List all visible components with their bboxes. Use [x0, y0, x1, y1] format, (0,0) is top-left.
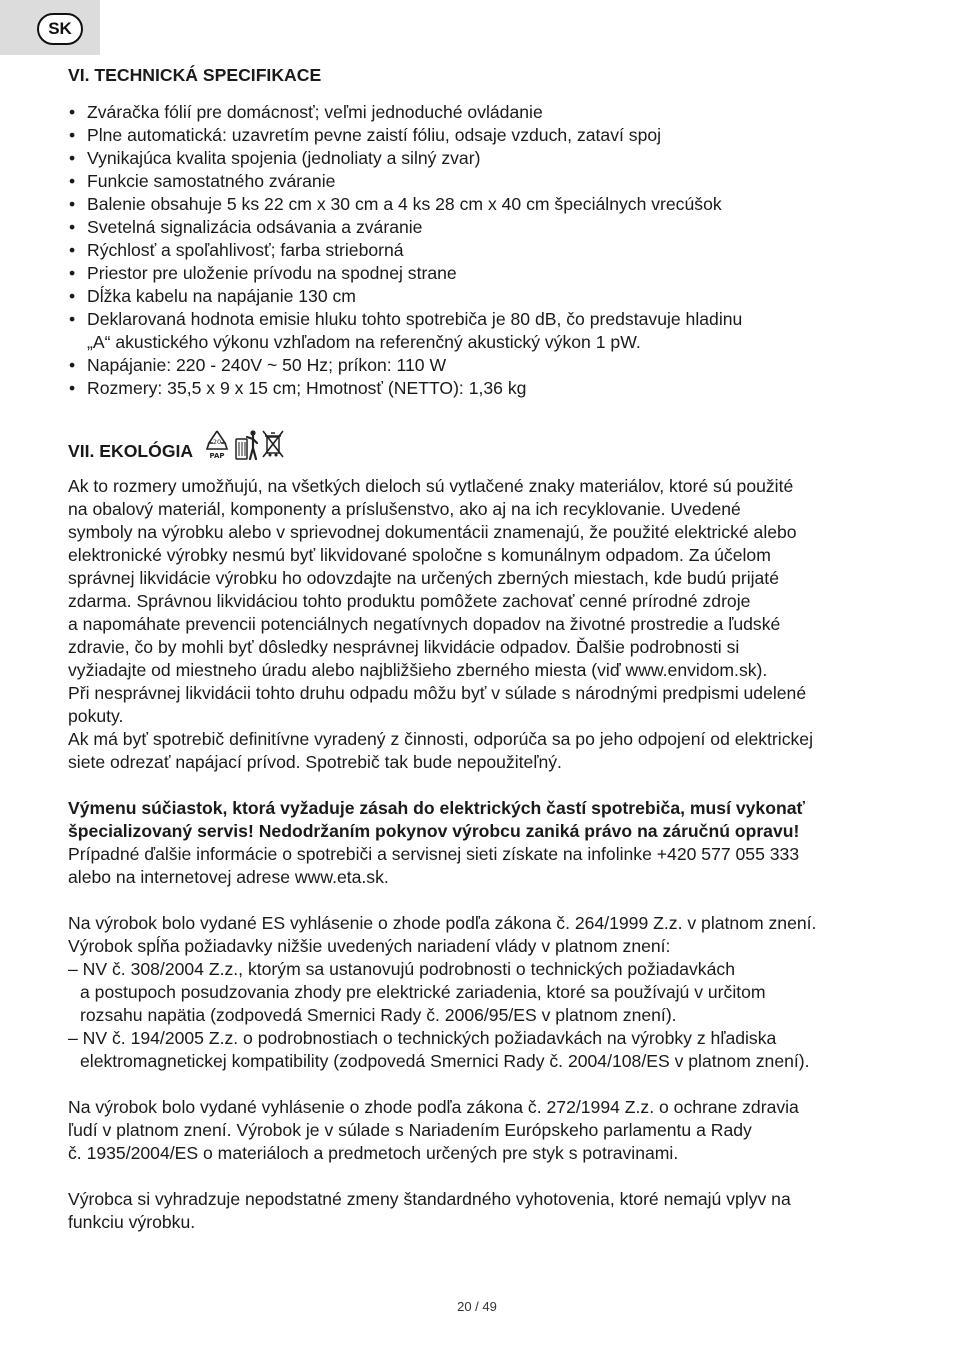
section-title-ecology: VII. EKOLÓGIA [68, 441, 194, 461]
svg-text:PAP: PAP [209, 452, 225, 460]
list-item: • Rýchlosť a spoľahlivosť; farba strieborná [68, 239, 898, 262]
service-warning: Výmenu súčiastok, ktorá vyžaduje zásah do elektrických častí spotrebiča, musí vykonať [68, 798, 805, 818]
page-number: 20 / 49 [457, 1299, 497, 1314]
declaration-paragraph: Na výrobok bolo vydané ES vyhlásenie o zhode podľa zákona č. 264/1999 Z.z. v platnom znení. Výrobok spĺňa požiadavky nižšie uvedených nariadení vlády v platnom znení: [68, 913, 817, 956]
ecology-heading [68, 427, 898, 461]
service-warning: špecializovaný servis! Nedodržaním pokynov výrobcu zaniká právo na záručnú opravu! [68, 821, 800, 841]
manufacturer-note: Výrobca si vyhradzuje nepodstatné zmeny štandardného vyhotovenia, ktoré nemajú vplyv na funkciu výrobku. [68, 1189, 791, 1232]
list-item [68, 308, 898, 354]
crossed-bin-icon [261, 429, 285, 461]
ecology-paragraph: Ak to rozmery umožňujú, na všetkých dieloch sú vytlačené znaky materiálov, ktoré sú použité na obalový materiál, komponenty a príslušenstvo, ako aj na ich recyklovanie. Uvedené symboly na výrobku alebo v sprievodnej dokumentácii znamenajú, že použité elektrické alebo elektronické výrobky nesmú byť likvidované spoločne s komunálnym odpadom. Za účelom správnej likvidácie výrobku ho odovzdajte na určených zberných miestach, kde budú prijaté zdarma. Správnou likvidáciou tohto produktu pomôžete zachovať cenné prírodné zdroje a napomáhate prevencii potenciálnych negatívnych dopadov na životné prostredie a ľudské zdravie, čo by mohli byť dôsledky nesprávnej likvidácie odpadov. Ďalšie podrobnosti si vyžiadajte od miestneho úradu alebo najbližšieho zberného miesta (viď www.envidom.sk). Při nesprávnej likvidácii tohto druhu odpadu môžu byť v súlade s národnými predpismi udelené pokuty. Ak má byť spotrebič definitívne vyradený z činnosti, odporúča sa po jeho odpojení od elektrickej siete odrezať napájací prívod. Spotrebič tak bude nepoužiteľný. [68, 476, 813, 772]
list-item: • Balenie obsahuje 5 ks 22 cm x 30 cm a 4 ks 28 cm x 40 cm špeciálnych vrecúšok [68, 193, 898, 216]
recycle-paper-icon [203, 429, 231, 461]
list-item: • Priestor pre uloženie prívodu na spodnej strane [68, 262, 898, 285]
ecology-icons [203, 429, 285, 461]
tidyman-bin-icon [233, 429, 259, 461]
language-tab [0, 0, 100, 55]
page-content [68, 64, 898, 1234]
language-badge: SK [37, 13, 83, 45]
list-item: • Zváračka fólií pre domácnosť; veľmi jednoduché ovládanie [68, 101, 898, 124]
list-item: • Rozmery: 35,5 x 9 x 15 cm; Hmotnosť (NETTO): 1,36 kg [68, 377, 898, 400]
list-item-text-continued: „A“ akustického výkonu vzhľadom na referenčný akustický výkon 1 pW. [87, 332, 641, 352]
list-item: • Svetelná signalizácia odsávania a zváranie [68, 216, 898, 239]
list-item: • Plne automatická: uzavretím pevne zaistí fóliu, odsaje vzduch, zataví spoj [68, 124, 898, 147]
svg-text:20: 20 [212, 438, 222, 446]
spec-list [68, 101, 898, 400]
regulation-item: – NV č. 194/2005 Z.z. o podrobnostiach o technických požiadavkách na výrobky z hľadiska elektromagnetickej kompatibility (zodpovedá Smernici Rady č. 2004/108/ES v platnom znení). [68, 1028, 810, 1071]
list-item: • Dĺžka kabelu na napájanie 130 cm [68, 285, 898, 308]
list-item: • Vynikajúca kvalita spojenia (jednoliaty a silný zvar) [68, 147, 898, 170]
list-item: • Funkcie samostatného zváranie [68, 170, 898, 193]
list-item-text: Deklarovaná hodnota emisie hluku tohto spotrebiča je 80 dB, čo predstavuje hladinu [87, 309, 743, 329]
regulation-item: – NV č. 308/2004 Z.z., ktorým sa ustanovujú podrobnosti o technických požiadavkách a postupoch posudzovania zhody pre elektrické zariadenia, ktoré sa používajú v určitom rozsahu napätia (zodpovedá Smernici Rady č. 2006/95/ES v platnom znení). [68, 959, 766, 1025]
health-paragraph: Na výrobok bolo vydané vyhlásenie o zhode podľa zákona č. 272/1994 Z.z. o ochrane zdravia ľudí v platnom znení. Výrobok je v súlade s Nariadením Európskeho parlamentu a Rady č. 1935/2004/ES o materiáloch a predmetoch určených pre styk s potravinami. [68, 1097, 799, 1163]
list-item: • Napájanie: 220 - 240V ~ 50 Hz; príkon: 110 W [68, 354, 898, 377]
section-title-specification: VI. TECHNICKÁ SPECIFIKACE [68, 65, 322, 85]
service-paragraph: Výmenu súčiastok, ktorá vyžaduje zásah do elektrických častí spotrebiča, musí vykonať špecializovaný servis! Nedodržaním pokynov výrobcu zaniká právo na záručnú opravu! Prípadné ďalšie informácie o spotrebiči a servisnej sieti získate na infolinke +420 577 055 333 alebo na internetovej adrese www.eta.sk. [68, 798, 805, 887]
